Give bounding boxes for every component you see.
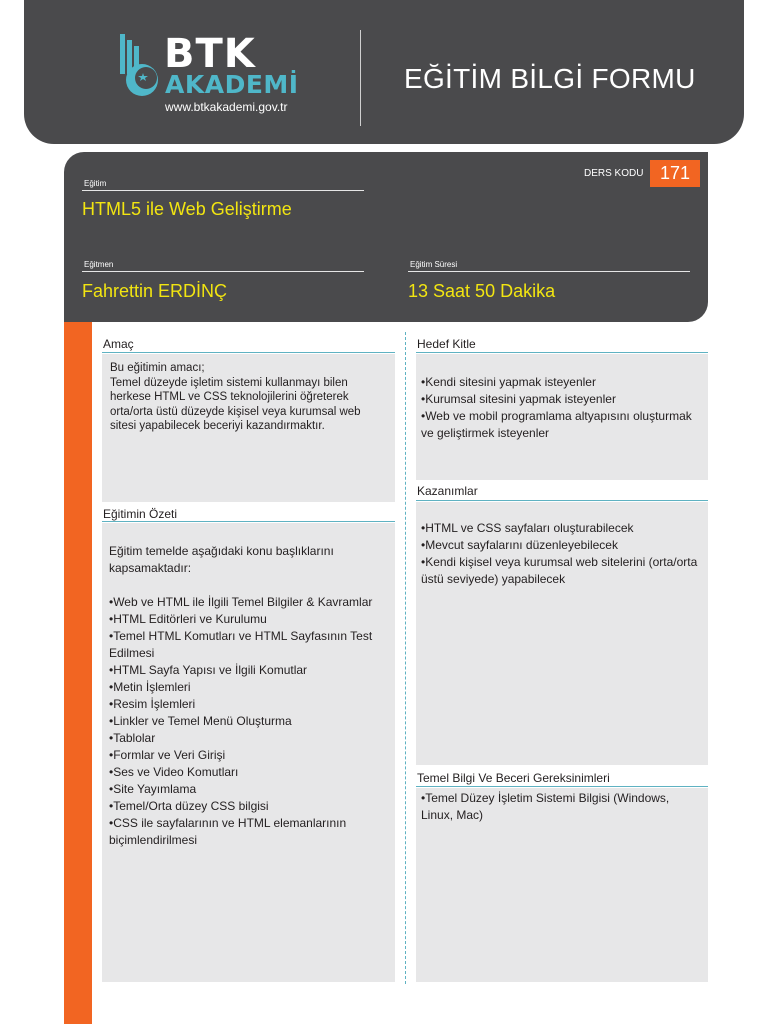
hedef-item: •Web ve mobil programlama altyapısını oluşturmak xyxy=(421,409,692,423)
hedef-item: ve geliştirmek isteyenler xyxy=(421,426,550,440)
course-name: HTML5 ile Web Geliştirme xyxy=(82,199,292,219)
ozet-intro-line: kapsamaktadır: xyxy=(109,561,192,575)
section-line-amac xyxy=(102,352,395,353)
duration-label: Eğitim Süresi xyxy=(410,260,458,269)
ozet-intro-line: Eğitim temelde aşağıdaki konu başlıklarını xyxy=(109,544,334,558)
section-line-ozet xyxy=(102,521,395,522)
logo-btk-text: BTK xyxy=(164,31,256,77)
ozet-item: •Formlar ve Veri Girişi xyxy=(109,748,226,762)
page-header xyxy=(24,0,744,144)
instructor-underline xyxy=(82,271,364,272)
section-line-kazanim xyxy=(416,500,708,501)
hedef-item: •Kurumsal sitesini yapmak isteyenler xyxy=(421,392,616,406)
ozet-item: •Linkler ve Temel Menü Oluşturma xyxy=(109,714,292,728)
orange-side-bar xyxy=(64,322,92,1024)
course-underline xyxy=(82,190,364,191)
section-line-hedef xyxy=(416,352,708,353)
section-title-ozet: Eğitimin Özeti xyxy=(103,507,178,521)
ozet-item: •Web ve HTML ile İlgili Temel Bilgiler & Kavramlar xyxy=(109,595,373,609)
section-text-amac xyxy=(110,361,390,434)
amac-line: sitesi yapabilecek beceriyi kazandırmaktır. xyxy=(110,420,325,432)
ozet-item: biçimlendirilmesi xyxy=(109,833,198,847)
gereksinim-item: •Temel Düzey İşletim Sistemi Bilgisi (Windows, xyxy=(421,791,670,805)
section-text-kazanim xyxy=(421,520,706,588)
section-title-hedef: Hedef Kitle xyxy=(417,337,476,351)
kazanim-item: •HTML ve CSS sayfaları oluşturabilecek xyxy=(421,521,634,535)
course-info-panel xyxy=(64,152,708,322)
ozet-item: •Metin İşlemleri xyxy=(109,680,191,694)
ozet-item: •Temel/Orta düzey CSS bilgisi xyxy=(109,799,269,813)
section-text-gereksinim xyxy=(421,790,706,824)
instructor-label: Eğitmen xyxy=(84,260,114,269)
ozet-item: •Ses ve Video Komutları xyxy=(109,765,239,779)
course-code-label: DERS KODU xyxy=(584,168,644,179)
ozet-item: •CSS ile sayfalarının ve HTML elemanlarının xyxy=(109,816,347,830)
section-title-gereksinim: Temel Bilgi Ve Beceri Gereksinimleri xyxy=(417,771,610,785)
column-divider xyxy=(405,332,406,984)
amac-line: Bu eğitimin amacı; xyxy=(110,362,205,374)
ozet-item: Edilmesi xyxy=(109,646,155,660)
gereksinim-item: Linux, Mac) xyxy=(421,808,484,822)
instructor-name: Fahrettin ERDİNÇ xyxy=(82,281,228,301)
duration-value: 13 Saat 50 Dakika xyxy=(408,281,556,301)
btk-logo xyxy=(118,30,308,120)
logo-akademi-text: AKADEMİ xyxy=(165,70,299,99)
ozet-spacer xyxy=(109,577,391,594)
section-title-amac: Amaç xyxy=(103,337,134,351)
section-title-kazanim: Kazanımlar xyxy=(417,484,478,498)
header-divider xyxy=(360,30,361,126)
ozet-item: •HTML Sayfa Yapısı ve İlgili Komutlar xyxy=(109,663,308,677)
amac-line: orta/orta üstü düzeyde kişisel veya kurumsal web xyxy=(110,405,361,418)
course-label: Eğitim xyxy=(84,179,107,188)
ozet-item: •Tablolar xyxy=(109,731,156,745)
page-title: EĞİTİM BİLGİ FORMU xyxy=(404,63,696,94)
course-code-badge: 171 xyxy=(650,160,700,187)
kazanim-item: üstü seviyede) yapabilecek xyxy=(421,572,566,586)
amac-line: herkese HTML ve CSS teknolojilerini öğreterek xyxy=(110,391,349,403)
ozet-item: •Resim İşlemleri xyxy=(109,697,196,711)
hedef-item: •Kendi sitesini yapmak isteyenler xyxy=(421,375,596,389)
btk-logo-mark-icon xyxy=(118,32,160,98)
section-text-ozet xyxy=(109,543,391,849)
logo-url: www.btkakademi.gov.tr xyxy=(165,100,288,114)
section-text-hedef xyxy=(421,374,706,442)
ozet-item: •HTML Editörleri ve Kurulumu xyxy=(109,612,267,626)
duration-underline xyxy=(408,271,690,272)
amac-line: Temel düzeyde işletim sistemi kullanmayı bilen xyxy=(110,376,348,389)
ozet-item: •Temel HTML Komutları ve HTML Sayfasının Test xyxy=(109,629,373,643)
kazanim-item: •Kendi kişisel veya kurumsal web sitelerini (orta/orta xyxy=(421,555,698,569)
section-line-gereksinim xyxy=(416,786,708,787)
ozet-item: •Site Yayımlama xyxy=(109,782,197,796)
kazanim-item: •Mevcut sayfalarını düzenleyebilecek xyxy=(421,538,618,552)
